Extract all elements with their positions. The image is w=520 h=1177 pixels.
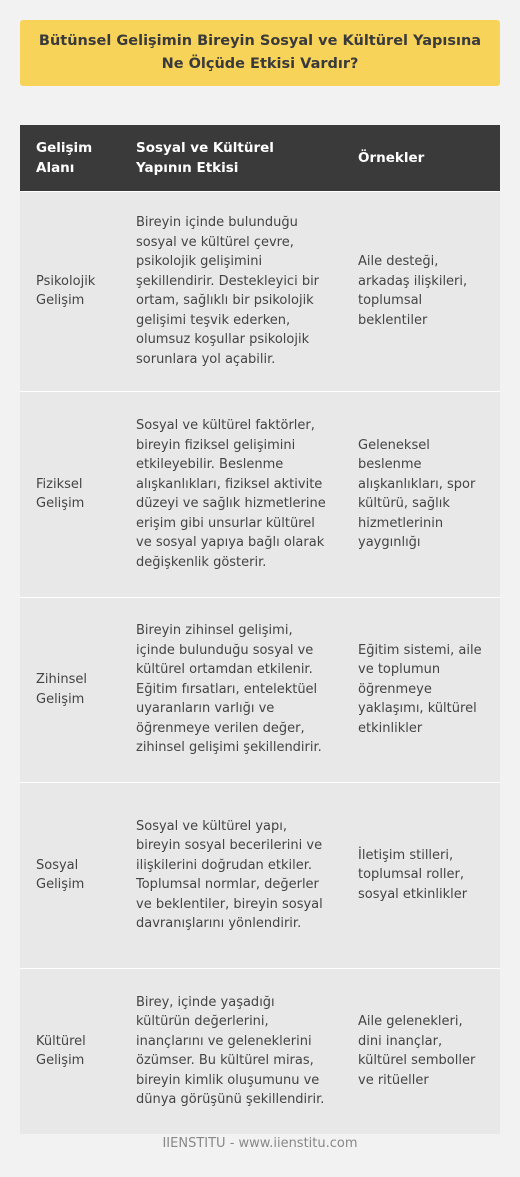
- table-row: [20, 782, 500, 968]
- row-examples: Aile desteği, arkadaş ilişkileri, toplumsal beklentiler: [342, 191, 500, 391]
- row-effect: Bireyin zihinsel gelişimi, içinde bulunduğu sosyal ve kültürel ortamdan etkilenir. Eğitim fırsatları, entelektüel uyaranların varlığı ve öğrenmeye verilen değer, zihinsel gelişimi şekillendirir.: [120, 597, 342, 782]
- row-examples: Eğitim sistemi, aile ve toplumun öğrenmeye yaklaşımı, kültürel etkinlikler: [342, 597, 500, 782]
- table-row: [20, 968, 500, 1134]
- row-effect: Birey, içinde yaşadığı kültürün değerlerini, inançlarını ve geleneklerini özümser. Bu kültürel miras, bireyin kimlik oluşumunu ve dünya görüşünü şekillendirir.: [120, 968, 342, 1134]
- row-examples: Aile gelenekleri, dini inançlar, kültürel semboller ve ritüeller: [342, 968, 500, 1134]
- row-area: Psikolojik Gelişim: [20, 191, 120, 391]
- header-effect: Sosyal ve Kültürel Yapının Etkisi: [120, 125, 342, 191]
- footer-credit: IIENSTITU - www.iienstitu.com: [162, 1136, 358, 1151]
- table-header-row: [20, 125, 500, 191]
- comparison-table-container: [20, 125, 500, 1134]
- table-row: [20, 391, 500, 597]
- page-title: Bütünsel Gelişimin Bireyin Sosyal ve Kültürel Yapısına Ne Ölçüde Etkisi Vardır?: [38, 33, 482, 72]
- row-area: Zihinsel Gelişim: [20, 597, 120, 782]
- row-examples: Geleneksel beslenme alışkanlıkları, spor kültürü, sağlık hizmetlerinin yaygınlığı: [342, 391, 500, 597]
- header-examples: Örnekler: [342, 125, 500, 191]
- row-area: Sosyal Gelişim: [20, 782, 120, 968]
- header-area: Gelişim Alanı: [20, 125, 120, 191]
- row-area: Fiziksel Gelişim: [20, 391, 120, 597]
- row-examples: İletişim stilleri, toplumsal roller, sosyal etkinlikler: [342, 782, 500, 968]
- table-row: [20, 191, 500, 391]
- row-effect: Sosyal ve kültürel faktörler, bireyin fiziksel gelişimini etkileyebilir. Beslenme alışkanlıkları, fiziksel aktivite düzeyi ve sağlık hizmetlerine erişim gibi unsurlar kültürel ve sosyal yapıya bağlı olarak değişkenlik gösterir.: [120, 391, 342, 597]
- title-banner: [20, 20, 500, 86]
- row-effect: Bireyin içinde bulunduğu sosyal ve kültürel çevre, psikolojik gelişimini şekillendirir. Destekleyici bir ortam, sağlıklı bir psikolojik gelişimi teşvik ederken, olumsuz koşullar psikolojik sorunlara yol açabilir.: [120, 191, 342, 391]
- row-effect: Sosyal ve kültürel yapı, bireyin sosyal becerilerini ve ilişkilerini doğrudan etkiler. Toplumsal normlar, değerler ve beklentiler, bireyin sosyal davranışlarını yönlendirir.: [120, 782, 342, 968]
- row-area: Kültürel Gelişim: [20, 968, 120, 1134]
- comparison-table: [20, 125, 500, 1134]
- table-row: [20, 597, 500, 782]
